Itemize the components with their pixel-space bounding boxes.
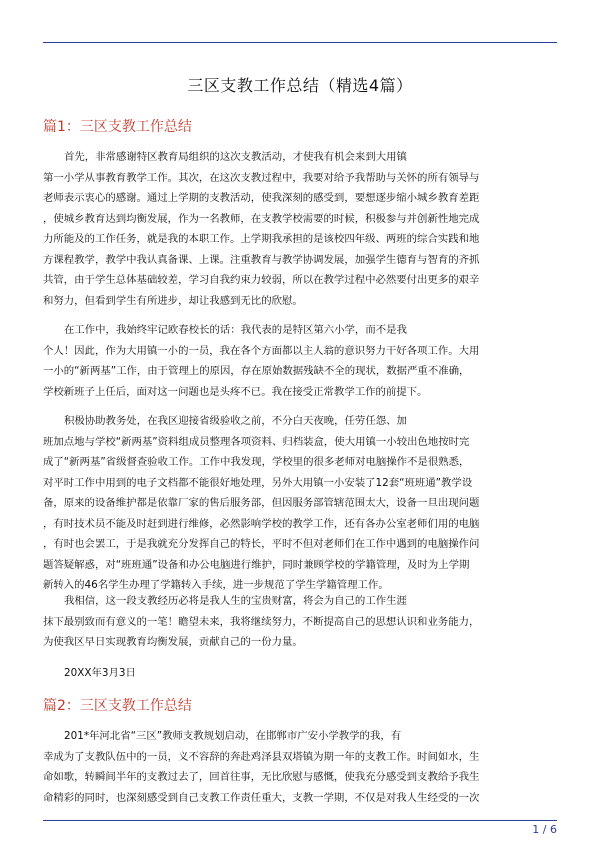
text-line: 命如歌，转瞬间半年的支教过去了，回首往事，无比欣慰与感慨，使我充分感受到支教给予我生 xyxy=(43,771,480,783)
paragraph xyxy=(43,591,557,653)
text-line: 新转入的46名学生办理了学籍转入手续，进一步规范了学生学籍管理工作。 xyxy=(43,579,389,591)
paragraph xyxy=(43,726,557,808)
text-line: ，有时技术员不能及时赶到进行维修，必然影响学校的教学工作，还有各办公室老师们用的电脑 xyxy=(43,517,480,530)
text-line: 积极协助教务处，在我区迎接省级验收之前，不分白天夜晚，任劳任怨、加 xyxy=(64,415,407,427)
text-line: 命精彩的同时，也深刻感受到自己支教工作责任重大，支教一学期，不仅是对我人生经受的一次 xyxy=(43,791,480,804)
text-line: 抹下最别致而有意义的一笔！瞻望未来，我将继续努力，不断提高自己的思想认识和业务能力， xyxy=(43,615,480,628)
text-line: 在工作中，我始终牢记欧春校长的话：我代表的是特区第六小学，而不是我 xyxy=(64,324,407,336)
text-line: 共管，由于学生总体基础较差，学习自我约束力较弱，所以在教学过程中必然要付出更多的艰辛 xyxy=(43,274,480,286)
text-line: ，使城乡教育达到均衡发展，作为一名教师，在支教学校需要的时候，积极参与并创新性地完成 xyxy=(43,212,480,225)
section-heading-2: 篇2：三区支教工作总结 xyxy=(43,698,192,714)
text-line: 班加点地与学校“新两基”资料组成员整理各项资料、归档装盒，使大用镇一小较出色地按时完 xyxy=(43,435,470,448)
text-line: 方课程教学，教学中我认真备课、上课。注重教育与教学协调发展，加强学生德育与智育的齐抓 xyxy=(43,253,480,266)
document-title: 三区支教工作总结（精选4篇） xyxy=(187,76,413,95)
paragraph xyxy=(43,147,557,311)
text-line: 首先，非常感谢特区教育局组织的这次支教活动，才使我有机会来到大用镇 xyxy=(64,151,407,163)
text-line: 第一小学从事教育教学工作。其次，在这次支教过程中，我要对给予我帮助与关怀的所有领导与 xyxy=(43,171,480,184)
text-line: 幸成为了支教队伍中的一员，义不容辞的奔赴鸡泽县双塔镇为期一年的支教工作。时间如水，生 xyxy=(43,750,480,763)
text-line: 为使我区早日实现教育均衡发展，贡献自己的一份力量。 xyxy=(43,636,303,648)
text-line: 和努力，但看到学生有所进步，却让我感到无比的欣慰。 xyxy=(43,294,303,307)
text-line: 学校新班子上任后，面对这一问题也是头疼不已。我在接受正常教学工作的前提下。 xyxy=(43,385,428,398)
text-line: 一小的“新两基”工作，由于管理上的原因，存在原始数据残缺不全的现状，数据严重不准确， xyxy=(43,365,470,377)
text-line: 成了“新两基”省级督查验收工作。工作中我发现，学校里的很多老师对电脑操作不是很熟悉， xyxy=(43,456,470,468)
section-heading-1: 篇1：三区支教工作总结 xyxy=(43,119,192,135)
text-line: ，有时也会罢工，于是我就充分发挥自己的特长，平时不但对老师们在工作中遇到的电脑操作问 xyxy=(43,538,480,550)
text-line: 个人！因此，作为大用镇一小的一员，我在各个方面都以主人翁的意识努力干好各项工作。大用 xyxy=(43,344,480,357)
footer-rule xyxy=(43,820,557,821)
text-line: 对平时工作中用到的电子文档都不能很好地处理，另外大用镇一小安装了12套“班班通”教学设 xyxy=(43,476,473,489)
text-line: 201*年河北省“三区”教师支教规划启动，在邯郸市广安小学教学的我，有 xyxy=(64,730,402,742)
text-line: 题答疑解惑，对“班班通”设备和办公电脑进行维护，同时兼顾学校的学籍管理，及时为上学期 xyxy=(43,558,470,571)
document-date: 20XX年3月3日 xyxy=(64,667,136,679)
text-line: 备，原来的设备维护都是依靠厂家的售后服务部，但因服务部管辖范围太大，设备一旦出现问题 xyxy=(43,497,480,509)
text-line: 力所能及的工作任务，就是我的本职工作。上学期我承担的是该校四年级、两班的综合实践和地 xyxy=(43,233,480,245)
paragraph xyxy=(43,320,557,402)
text-line: 我相信，这一段支教经历必将是我人生的宝贵财富，将会为自己的工作生涯 xyxy=(64,595,407,607)
paragraph xyxy=(43,411,557,596)
text-line: 老师表示衷心的感谢。通过上学期的支教活动，使我深刻的感受到，要想逐步缩小城乡教育差距 xyxy=(43,192,480,204)
header-rule xyxy=(43,42,557,43)
page-indicator: 1 / 6 xyxy=(532,823,557,836)
